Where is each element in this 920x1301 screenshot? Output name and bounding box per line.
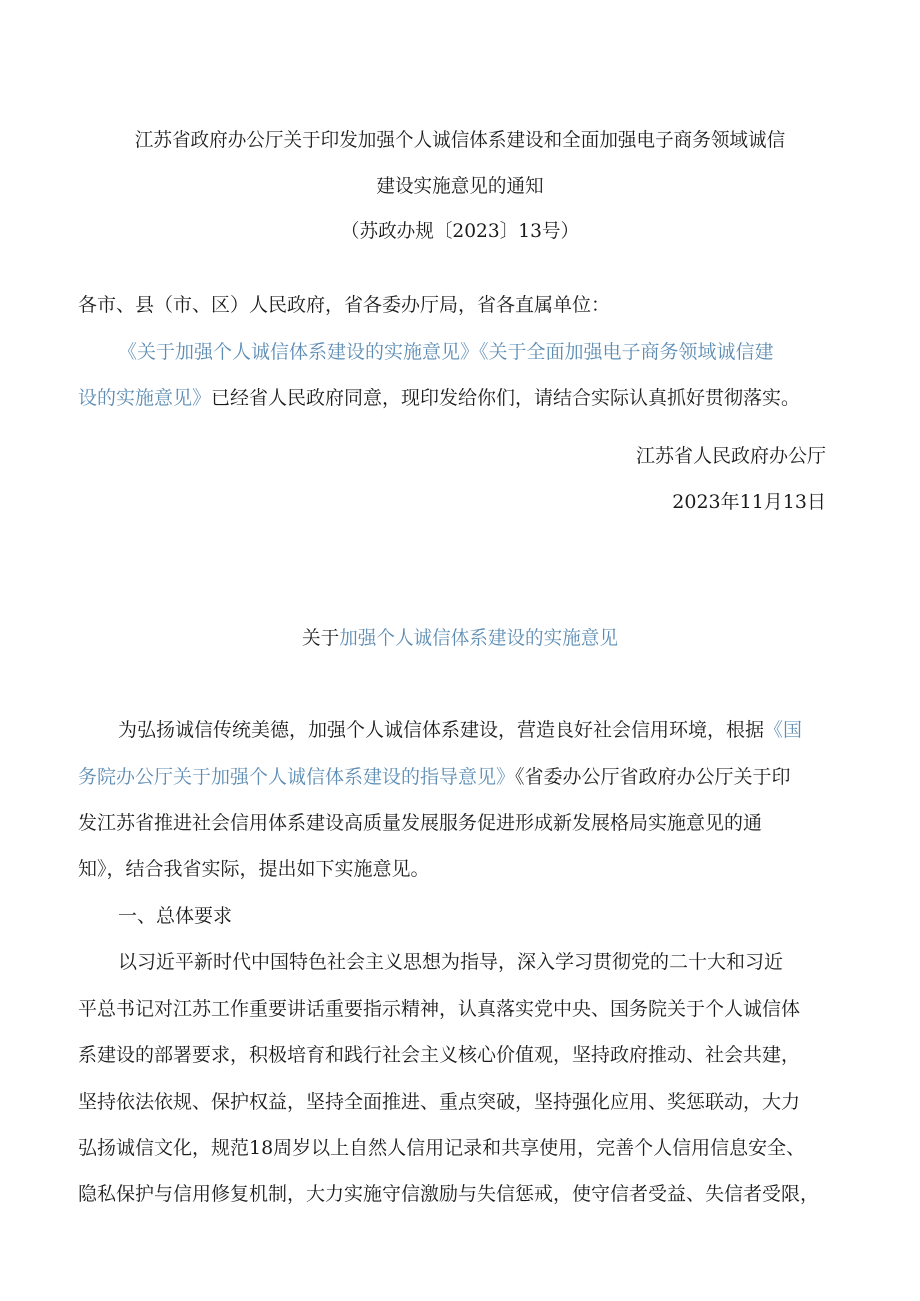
- recipients: 各市、县（市、区）人民政府，省各委办厅局，省各直属单位：: [78, 294, 611, 316]
- notice-line-1: [118, 340, 774, 364]
- intro-line-4: 知》，结合我省实际，提出如下实施意见。: [78, 858, 430, 880]
- link-ecommerce-credit-opinions[interactable]: 《关于全面加强电子商务领域诚信建: [479, 341, 774, 363]
- section-title-link[interactable]: 加强个人诚信体系建设的实施意见: [339, 627, 618, 649]
- doc-title-line-1: 江苏省政府办公厅关于印发加强个人诚信体系建设和全面加强电子商务领域诚信: [134, 129, 786, 151]
- link-ecommerce-credit-opinions-cont[interactable]: 设的实施意见》: [78, 387, 212, 409]
- intro-line-2: [78, 765, 791, 789]
- doc-number: （苏政办规〔2023〕13号）: [340, 220, 580, 242]
- body-line: 坚持依法依规、保护权益，坚持全面推进、重点突破，坚持强化应用、奖惩联动，大力: [78, 1091, 801, 1113]
- section-title: [10, 626, 910, 650]
- intro-line-3: 发江苏省推进社会信用体系建设高质量发展服务促进形成新发展格局实施意见的通: [78, 812, 763, 834]
- intro-text-1: 为弘扬诚信传统美德，加强个人诚信体系建设，营造良好社会信用环境，根据: [118, 719, 765, 741]
- link-state-council-guideline[interactable]: 《国: [764, 719, 803, 741]
- body-line: 以习近平新时代中国特色社会主义思想为指导，深入学习贯彻党的二十大和习近: [118, 951, 784, 973]
- issue-date: 2023年11月13日: [672, 491, 826, 513]
- notice-line-2: [78, 386, 800, 410]
- body-line: 隐私保护与信用修复机制，大力实施守信激励与失信惩戒，使守信者受益、失信者受限，: [78, 1183, 820, 1205]
- intro-line-1: [118, 718, 802, 742]
- intro-text-2: 《省委办公厅省政府办公厅关于印: [515, 766, 791, 788]
- notice-body-text: 已经省人民政府同意，现印发给你们，请结合实际认真抓好贯彻落实。: [211, 387, 801, 409]
- body-line: 平总书记对江苏工作重要讲话重要指示精神，认真落实党中央、国务院关于个人诚信体: [78, 998, 801, 1020]
- body-line: 系建设的部署要求，积极培育和践行社会主义核心价值观，坚持政府推动、社会共建，: [78, 1044, 801, 1066]
- issuer: 江苏省人民政府办公厅: [635, 445, 826, 467]
- heading-general-requirements: 一、总体要求: [118, 905, 233, 927]
- doc-title-line-2: 建设实施意见的通知: [376, 175, 544, 197]
- link-state-council-guideline-cont[interactable]: 务院办公厅关于加强个人诚信体系建设的指导意见》: [78, 766, 516, 788]
- link-personal-credit-opinions[interactable]: 《关于加强个人诚信体系建设的实施意见》: [118, 341, 480, 363]
- section-title-prefix: 关于: [302, 627, 340, 649]
- body-line: 弘扬诚信文化，规范18周岁以上自然人信用记录和共享使用，完善个人信用信息安全、: [78, 1137, 806, 1159]
